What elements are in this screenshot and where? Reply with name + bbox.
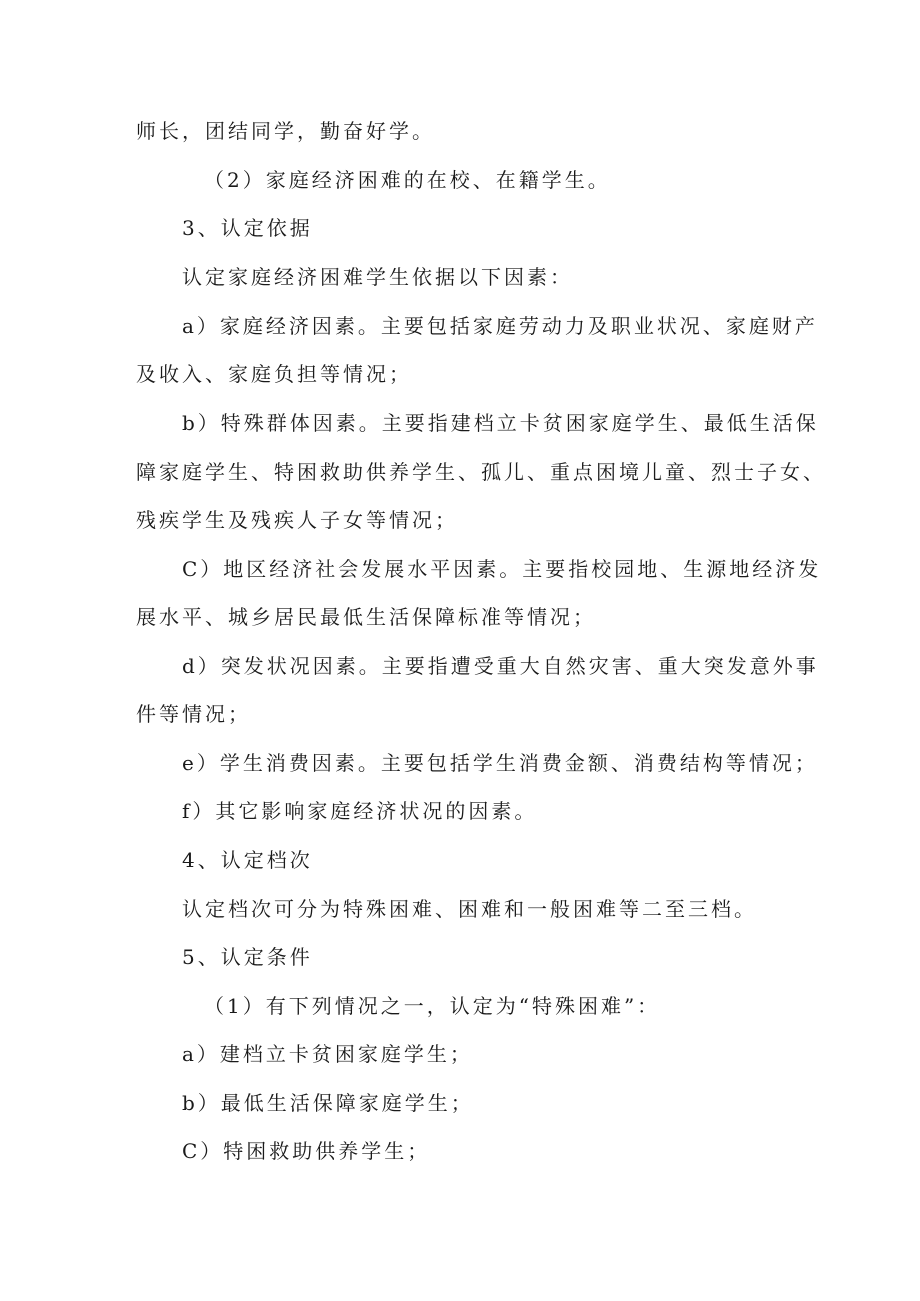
text-line: f）其它影响家庭经济状况的因素。 bbox=[182, 799, 538, 823]
text-line: 及收入、家庭负担等情况； bbox=[136, 362, 412, 386]
text-line: a）建档立卡贫困家庭学生； bbox=[182, 1042, 473, 1066]
section-heading: 4、认定档次 bbox=[182, 848, 313, 872]
text-line: d）突发状况因素。主要指遭受重大自然灾害、重大突发意外事 bbox=[182, 654, 819, 678]
text-line: 认定档次可分为特殊困难、困难和一般困难等二至三档。 bbox=[182, 897, 757, 921]
section-heading: 3、认定依据 bbox=[182, 216, 313, 240]
text-line: e）学生消费因素。主要包括学生消费金额、消费结构等情况； bbox=[182, 751, 818, 775]
text-line: 残疾学生及残疾人子女等情况； bbox=[136, 508, 458, 532]
text-line: C）特困救助供养学生； bbox=[182, 1139, 431, 1163]
text-line: 展水平、城乡居民最低生活保障标准等情况； bbox=[136, 605, 596, 629]
text-line: a）家庭经济因素。主要包括家庭劳动力及职业状况、家庭财产 bbox=[182, 314, 818, 338]
text-line: 认定家庭经济困难学生依据以下因素： bbox=[182, 265, 573, 289]
text-line: （1）有下列情况之一，认定为“特殊困难”： bbox=[204, 994, 661, 1018]
text-line: 障家庭学生、特困救助供养学生、孤儿、重点困境儿童、烈士子女、 bbox=[136, 460, 826, 484]
text-line: 师长，团结同学，勤奋好学。 bbox=[136, 119, 435, 143]
text-line: 件等情况； bbox=[136, 702, 251, 726]
section-heading: 5、认定条件 bbox=[182, 945, 313, 969]
text-line: b）特殊群体因素。主要指建档立卡贫困家庭学生、最低生活保 bbox=[182, 411, 819, 435]
text-line: C）地区经济社会发展水平因素。主要指校园地、生源地经济发 bbox=[182, 557, 822, 581]
text-line: （2）家庭经济困难的在校、在籍学生。 bbox=[204, 168, 611, 192]
text-line: b）最低生活保障家庭学生； bbox=[182, 1091, 474, 1115]
